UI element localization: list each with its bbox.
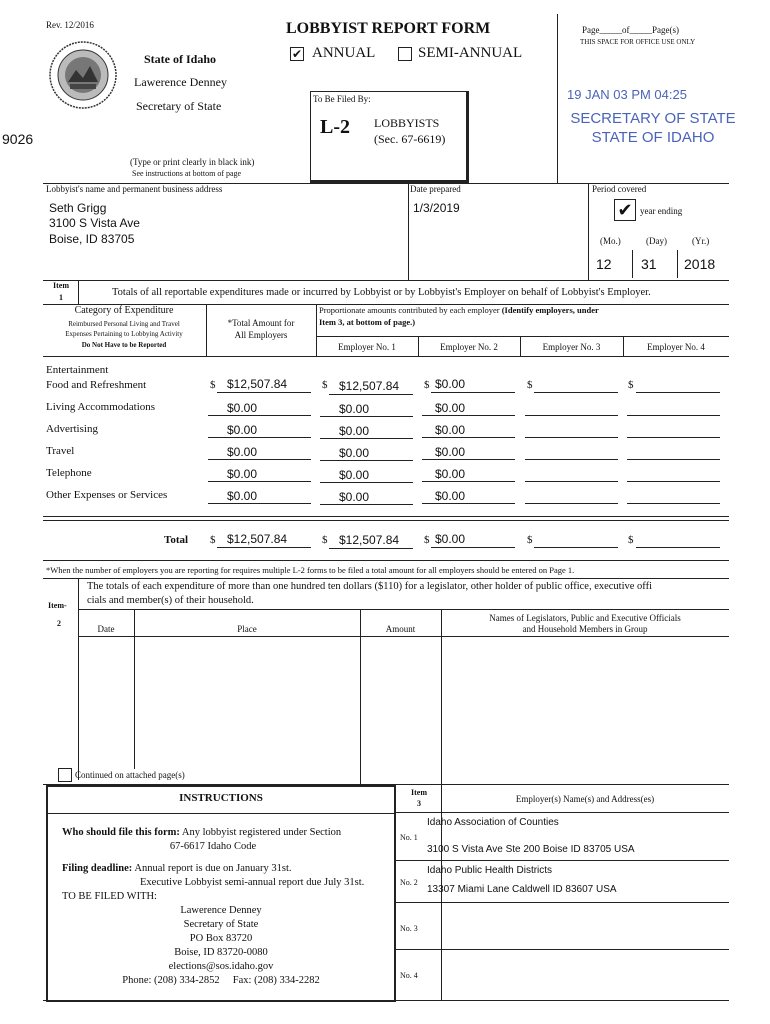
employer1-amount-cell[interactable]: $0.00	[339, 446, 370, 460]
office-use-label: THIS SPACE FOR OFFICE USE ONLY	[580, 38, 696, 46]
employer1-address[interactable]: 3100 S Vista Ave Ste 200 Boise ID 83705 USA	[427, 844, 635, 855]
expense-category-label: Food and Refreshment	[46, 379, 147, 391]
period-day[interactable]: 31	[641, 256, 657, 272]
dollar-sign: $	[322, 534, 328, 546]
lobbyist-address-line1[interactable]: 3100 S Vista Ave	[49, 216, 140, 230]
employer-header-2: Employer No. 2	[440, 342, 498, 352]
form-code-box	[310, 91, 469, 183]
total-amount-header-line2: All Employers	[234, 330, 288, 340]
dollar-sign: $	[210, 379, 216, 391]
section-ref: (Sec. 67-6619)	[374, 132, 446, 146]
employer2-amount-cell[interactable]: $0.00	[435, 377, 466, 391]
item1-number: 1	[59, 293, 63, 302]
dollar-sign: $	[210, 534, 216, 546]
expense-category-label: Travel	[46, 445, 75, 457]
received-stamp-line1: SECRETARY OF STATE	[570, 110, 736, 127]
who-should-file-code: 67-6617 Idaho Code	[169, 841, 257, 852]
employer-no-label: No. 2	[400, 878, 418, 887]
employer2-name[interactable]: Idaho Public Health Districts	[427, 865, 553, 876]
total-employer2[interactable]: $0.00	[435, 532, 466, 546]
expense-category-label: Other Expenses or Services	[46, 489, 168, 501]
dollar-sign: $	[424, 534, 430, 546]
filing-address-line4: Boise, ID 83720-0080	[174, 947, 268, 958]
total-amount-cell[interactable]: $0.00	[227, 445, 258, 459]
filing-address-line3: PO Box 83720	[189, 933, 253, 944]
continued-label: Continued on attached page(s)	[75, 770, 185, 780]
item3-section	[394, 785, 729, 1000]
employer2-address[interactable]: 13307 Miami Lane Caldwell ID 83607 USA	[427, 884, 617, 895]
year-ending-label: year ending	[640, 206, 683, 216]
semi-annual-checkbox[interactable]	[398, 47, 412, 61]
official-title: Secretary of State	[136, 99, 222, 113]
item2-description-line1: The totals of each expenditure of more than one hundred ten dollars ($110) for a legislator, other holder of public office, executive offi	[87, 581, 653, 592]
item2-label: Item-	[48, 601, 67, 610]
year-ending-checkbox[interactable]	[614, 199, 636, 221]
item1-label: Item	[53, 281, 69, 290]
state-of-idaho: State of Idaho	[144, 52, 217, 66]
instructions-box	[46, 785, 396, 1002]
employer1-amount-cell[interactable]: $0.00	[339, 402, 370, 416]
employer-header-1: Employer No. 1	[338, 342, 396, 352]
filing-deadline-semi: Executive Lobbyist semi-annual report due July 31st.	[140, 877, 365, 888]
name-address-label: Lobbyist's name and permanent business address	[46, 184, 223, 194]
item2-number: 2	[57, 619, 61, 628]
annual-label: ANNUAL	[312, 45, 376, 61]
total-amount-cell[interactable]: $0.00	[227, 489, 258, 503]
employer2-amount-cell[interactable]: $0.00	[435, 467, 466, 481]
year-ending-checkmark-icon: ✔	[617, 200, 633, 220]
total-amount-cell[interactable]: $12,507.84	[227, 377, 288, 391]
category-note2: Expenses Pertaining to Lobbying Activity	[65, 330, 183, 338]
item2-names-header-line1: Names of Legislators, Public and Executive Officials	[489, 613, 681, 623]
item2-date-header: Date	[97, 624, 115, 634]
dollar-sign: $	[527, 534, 533, 546]
semi-annual-label: SEMI-ANNUAL	[418, 45, 523, 61]
filing-deadline: Filing deadline: Annual report is due on January 31st.	[62, 863, 292, 874]
total-all-employers[interactable]: $12,507.84	[227, 532, 288, 546]
item2-description-line2: cials and member(s) of their household.	[87, 595, 254, 606]
item2-names-header-line2: and Household Members in Group	[522, 624, 648, 634]
employer2-amount-cell[interactable]: $0.00	[435, 423, 466, 437]
state-seal	[48, 40, 118, 115]
to-be-filed-by-label: To Be Filed By:	[313, 94, 371, 104]
left-margin-number: 9026	[2, 131, 34, 147]
form-title: LOBBYIST REPORT FORM	[286, 20, 491, 37]
page-of-field: Page_____of_____Page(s)	[582, 25, 679, 35]
annual-checkmark-icon: ✔	[291, 47, 303, 61]
annual-checkbox[interactable]	[290, 47, 304, 61]
dollar-sign: $	[527, 379, 533, 391]
received-stamp-datetime: 19 JAN 03 PM 04:25	[567, 87, 687, 102]
total-amount-header-line1: *Total Amount for	[227, 318, 295, 328]
expense-category-label: Living Accommodations	[46, 401, 156, 413]
employer-no-label: No. 4	[400, 971, 418, 980]
employer1-amount-cell[interactable]: $0.00	[339, 468, 370, 482]
item1-description: Totals of all reportable expenditures made or incurred by Lobbyist or by Lobbyist's Employer on behalf of Lobbyist's Employer.	[112, 287, 651, 298]
period-year[interactable]: 2018	[684, 256, 716, 272]
employer2-amount-cell[interactable]: $0.00	[435, 401, 466, 415]
filing-email[interactable]: elections@sos.idaho.gov	[168, 961, 274, 972]
month-label: (Mo.)	[600, 236, 621, 246]
who-should-file: Who should file this form: Any lobbyist registered under Section	[62, 827, 342, 838]
period-covered-label: Period covered	[592, 184, 647, 194]
item2-place-header: Place	[237, 624, 257, 634]
entertainment-label: Entertainment	[46, 364, 109, 376]
total-amount-cell[interactable]: $0.00	[227, 423, 258, 437]
filing-address-line2: Secretary of State	[183, 919, 259, 930]
date-prepared-label: Date prepared	[410, 184, 461, 194]
lobbyist-name[interactable]: Seth Grigg	[49, 201, 107, 215]
employer-no-label: No. 3	[400, 924, 418, 933]
expense-category-label: Advertising	[46, 423, 98, 435]
lobbyist-address-line2[interactable]: Boise, ID 83705	[49, 232, 135, 246]
category-header: Category of Expenditure	[74, 305, 174, 316]
total-amount-cell[interactable]: $0.00	[227, 467, 258, 481]
proportionate-header-line2: Item 3, at bottom of page.)	[319, 317, 416, 327]
employer2-amount-cell[interactable]: $0.00	[435, 445, 466, 459]
employer-header-4: Employer No. 4	[647, 342, 705, 352]
see-instructions-note: See instructions at bottom of page	[132, 169, 242, 178]
filing-phone-fax: Phone: (208) 334-2852 Fax: (208) 334-2282	[122, 975, 320, 986]
dollar-sign: $	[424, 379, 430, 391]
employer1-amount-cell[interactable]: $0.00	[339, 490, 370, 504]
employer-no-label: No. 1	[400, 833, 418, 842]
dollar-sign: $	[628, 534, 634, 546]
category-note1: Reimbursed Personal Living and Travel	[68, 320, 180, 328]
dollar-sign: $	[628, 379, 634, 391]
employer1-amount-cell[interactable]: $12,507.84	[339, 379, 400, 393]
day-label: (Day)	[646, 236, 667, 246]
employer1-name[interactable]: Idaho Association of Counties	[427, 817, 559, 828]
item2-amount-header: Amount	[385, 624, 416, 634]
to-be-filed-with: TO BE FILED WITH:	[62, 891, 157, 902]
employer1-amount-cell[interactable]: $0.00	[339, 424, 370, 438]
proportionate-header: Proportionate amounts contributed by each employer (Identify employers, under	[319, 305, 599, 315]
continued-checkbox[interactable]	[58, 768, 72, 782]
total-amount-cell[interactable]: $0.00	[227, 401, 258, 415]
year-label: (Yr.)	[692, 236, 710, 246]
total-employer1[interactable]: $12,507.84	[339, 533, 400, 547]
official-name: Lawerence Denney	[134, 75, 227, 89]
item3-header: Employer(s) Name(s) and Address(es)	[515, 794, 655, 804]
date-prepared-value[interactable]: 1/3/2019	[413, 201, 460, 215]
filing-address-line1: Lawerence Denney	[180, 905, 262, 916]
idaho-seal-icon	[48, 40, 118, 110]
type-print-note: (Type or print clearly in black ink)	[130, 157, 255, 167]
employer2-amount-cell[interactable]: $0.00	[435, 489, 466, 503]
category-note3: Do Not Have to be Reported	[81, 341, 167, 349]
period-month[interactable]: 12	[596, 256, 612, 272]
total-label: Total	[164, 534, 189, 546]
expense-category-label: Telephone	[46, 467, 92, 479]
item3-label: Item	[411, 788, 427, 797]
item3-number: 3	[417, 799, 421, 808]
item1-footnote: *When the number of employers you are reporting for requires multiple L-2 forms to be filed a total amount for all employers should be entered on Page 1.	[46, 565, 575, 575]
instructions-title: INSTRUCTIONS	[179, 792, 263, 804]
received-stamp-line2: STATE OF IDAHO	[591, 129, 715, 146]
employer-header-3: Employer No. 3	[542, 342, 601, 352]
lobbyists-label: LOBBYISTS	[374, 116, 440, 130]
revision-date: Rev. 12/2016	[46, 20, 94, 30]
dollar-sign: $	[322, 379, 328, 391]
form-code: L-2	[320, 116, 350, 138]
